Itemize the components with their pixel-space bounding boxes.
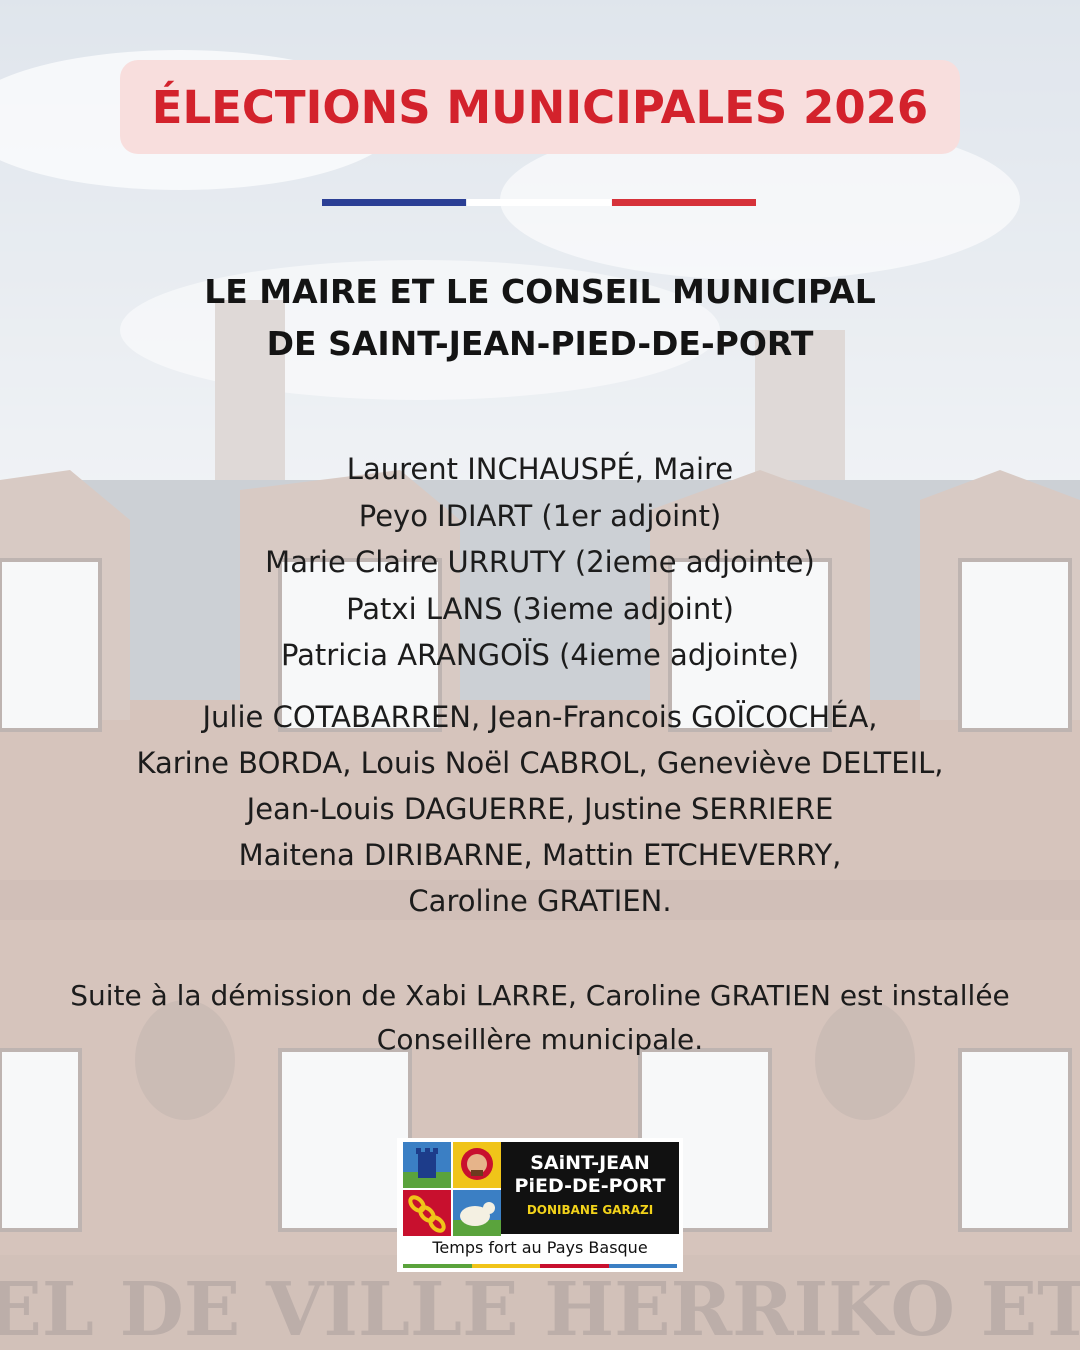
subtitle-line-1: LE MAIRE ET LE CONSEIL MUNICIPAL — [204, 272, 876, 311]
list-item: Jean-Louis DAGUERRE, Justine SERRIERE — [246, 792, 834, 826]
logo-emblem — [403, 1142, 501, 1236]
flag-stripe-blue — [322, 199, 466, 206]
resignation-notice — [0, 974, 1080, 1062]
town-logo — [397, 1138, 683, 1272]
logo-tagline: Temps fort au Pays Basque — [432, 1238, 648, 1257]
lamb-icon — [453, 1190, 501, 1236]
notice-line-1: Suite à la démission de Xabi LARRE, Caroline GRATIEN est installée — [70, 979, 1010, 1012]
notice-line-2: Conseillère municipale. — [376, 1023, 704, 1056]
subtitle — [0, 266, 1080, 370]
officials-list — [0, 446, 1080, 679]
page-title: ÉLECTIONS MUNICIPALES 2026 — [151, 80, 929, 134]
chain-icon — [403, 1190, 451, 1236]
list-item: Marie Claire URRUTY (2ieme adjointe) — [265, 545, 815, 579]
list-item: Patxi LANS (3ieme adjoint) — [346, 591, 734, 626]
councillors-list — [0, 694, 1080, 924]
list-item: Laurent INCHAUSPÉ, Maire — [346, 452, 734, 486]
tower-icon — [403, 1142, 451, 1188]
logo-wordmark — [501, 1142, 679, 1234]
logo-name-line-2: PiED-DE-PORT — [514, 1175, 666, 1197]
list-item: Caroline GRATIEN. — [408, 884, 672, 918]
list-item: Peyo IDIART (1er adjoint) — [358, 498, 722, 533]
saint-portrait-icon — [453, 1142, 501, 1188]
list-item: Julie COTABARREN, Jean-Francois GOÏCOCHÉA, — [202, 700, 878, 734]
flag-stripe-red — [612, 199, 756, 206]
logo-name-line-1: SAiNT-JEAN — [530, 1152, 650, 1174]
flag-stripe-white — [467, 199, 611, 206]
subtitle-line-2: DE SAINT-JEAN-PIED-DE-PORT — [266, 324, 814, 363]
title-banner — [120, 60, 960, 154]
list-item: Patricia ARANGOÏS (4ieme adjointe) — [280, 638, 800, 672]
logo-name-line-3: DONIBANE GARAZI — [526, 1203, 654, 1217]
list-item: Karine BORDA, Louis Noël CABROL, Geneviève DELTEIL, — [136, 746, 944, 780]
list-item: Maitena DIRIBARNE, Mattin ETCHEVERRY, — [238, 838, 842, 872]
logo-color-stripes — [403, 1264, 677, 1268]
